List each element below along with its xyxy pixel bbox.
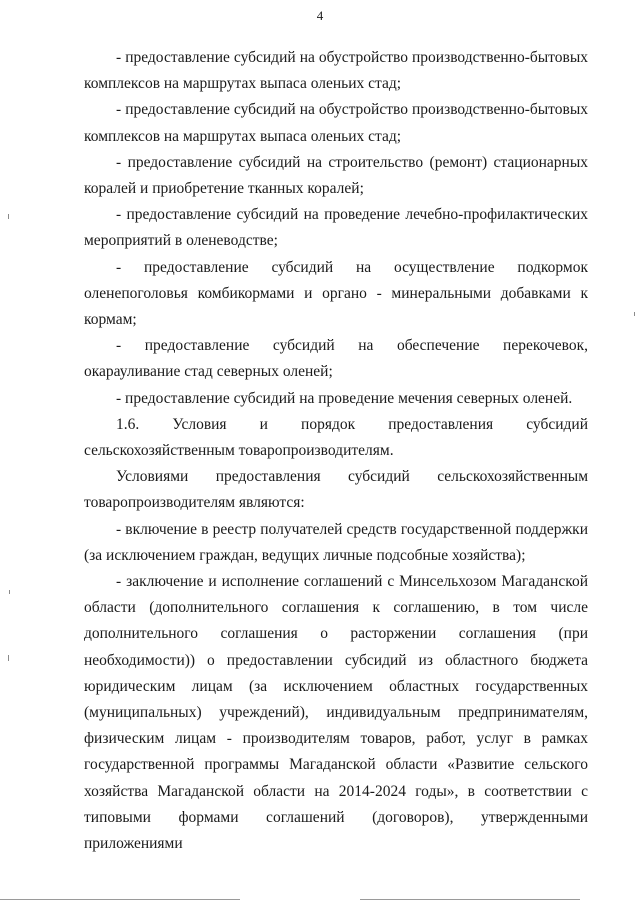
scan-mark [8,214,9,219]
scan-edge-line [360,899,580,900]
scan-mark [8,655,9,661]
paragraph-subsidy-complexes-2: - предоставление субсидий на обустройство производственно-бытовых комплексов на маршрутах выпаса оленьих стад; [84,101,588,145]
paragraph-condition-agreements: - заключение и исполнение соглашений с Минсельхозом Магаданской области (дополнительного соглашения к соглашению, в том числе дополнительного соглашения о расторжении соглашения (при необходимости)) о предоставлении субсидий из областного бюджета юридическим лицам (за исключением областных государственных (муниципальных) учреждений), индивидуальным предпринимателям, физическим лицам - производителям товаров, работ, услуг в рамках государственной программы Магаданской области «Развитие сельского хозяйства Магаданской области на 2014-2024 годы», в соответствии с типовыми формами соглашений (договоров), утвержденными приложениями [84,573,588,853]
paragraph-subsidy-marking: - предоставление субсидий на проведение мечения северных оленей. [116,389,573,407]
document-body [84,45,588,857]
scan-mark [9,590,10,594]
paragraph-subsidy-feeding: - предоставление субсидий на осуществление подкормок оленепоголовья комбикормами и органо - минеральными добавками к кормам; [84,258,588,329]
paragraph-subsidy-corrals: - предоставление субсидий на строительство (ремонт) стационарных коралей и приобретение тканных коралей; [84,153,588,198]
scan-edge-line [0,899,240,900]
scan-mark [634,312,635,316]
paragraph-condition-registry: - включение в реестр получателей средств государственной поддержки (за исключением граждан, ведущих личные подсобные хозяйства); [84,520,588,564]
paragraph-subsidy-migration: - предоставление субсидий на обеспечение перекочевок, окарауливание стад северных оленей; [84,337,588,381]
paragraph-conditions-intro: Условиями предоставления субсидий сельскохозяйственным товаропроизводителям являются: [84,468,588,512]
paragraph-subsidy-complexes-1: - предоставление субсидий на обустройство производственно-бытовых комплексов на маршрутах выпаса оленьих стад; [84,49,588,93]
section-heading-1-6: 1.6. Условия и порядок предоставления субсидий сельскохозяйственным товаропроизводителям. [84,415,588,460]
paragraph-subsidy-veterinary: - предоставление субсидий на проведение лечебно-профилактических мероприятий в оленеводстве; [84,206,588,250]
page-number: 4 [316,8,324,23]
